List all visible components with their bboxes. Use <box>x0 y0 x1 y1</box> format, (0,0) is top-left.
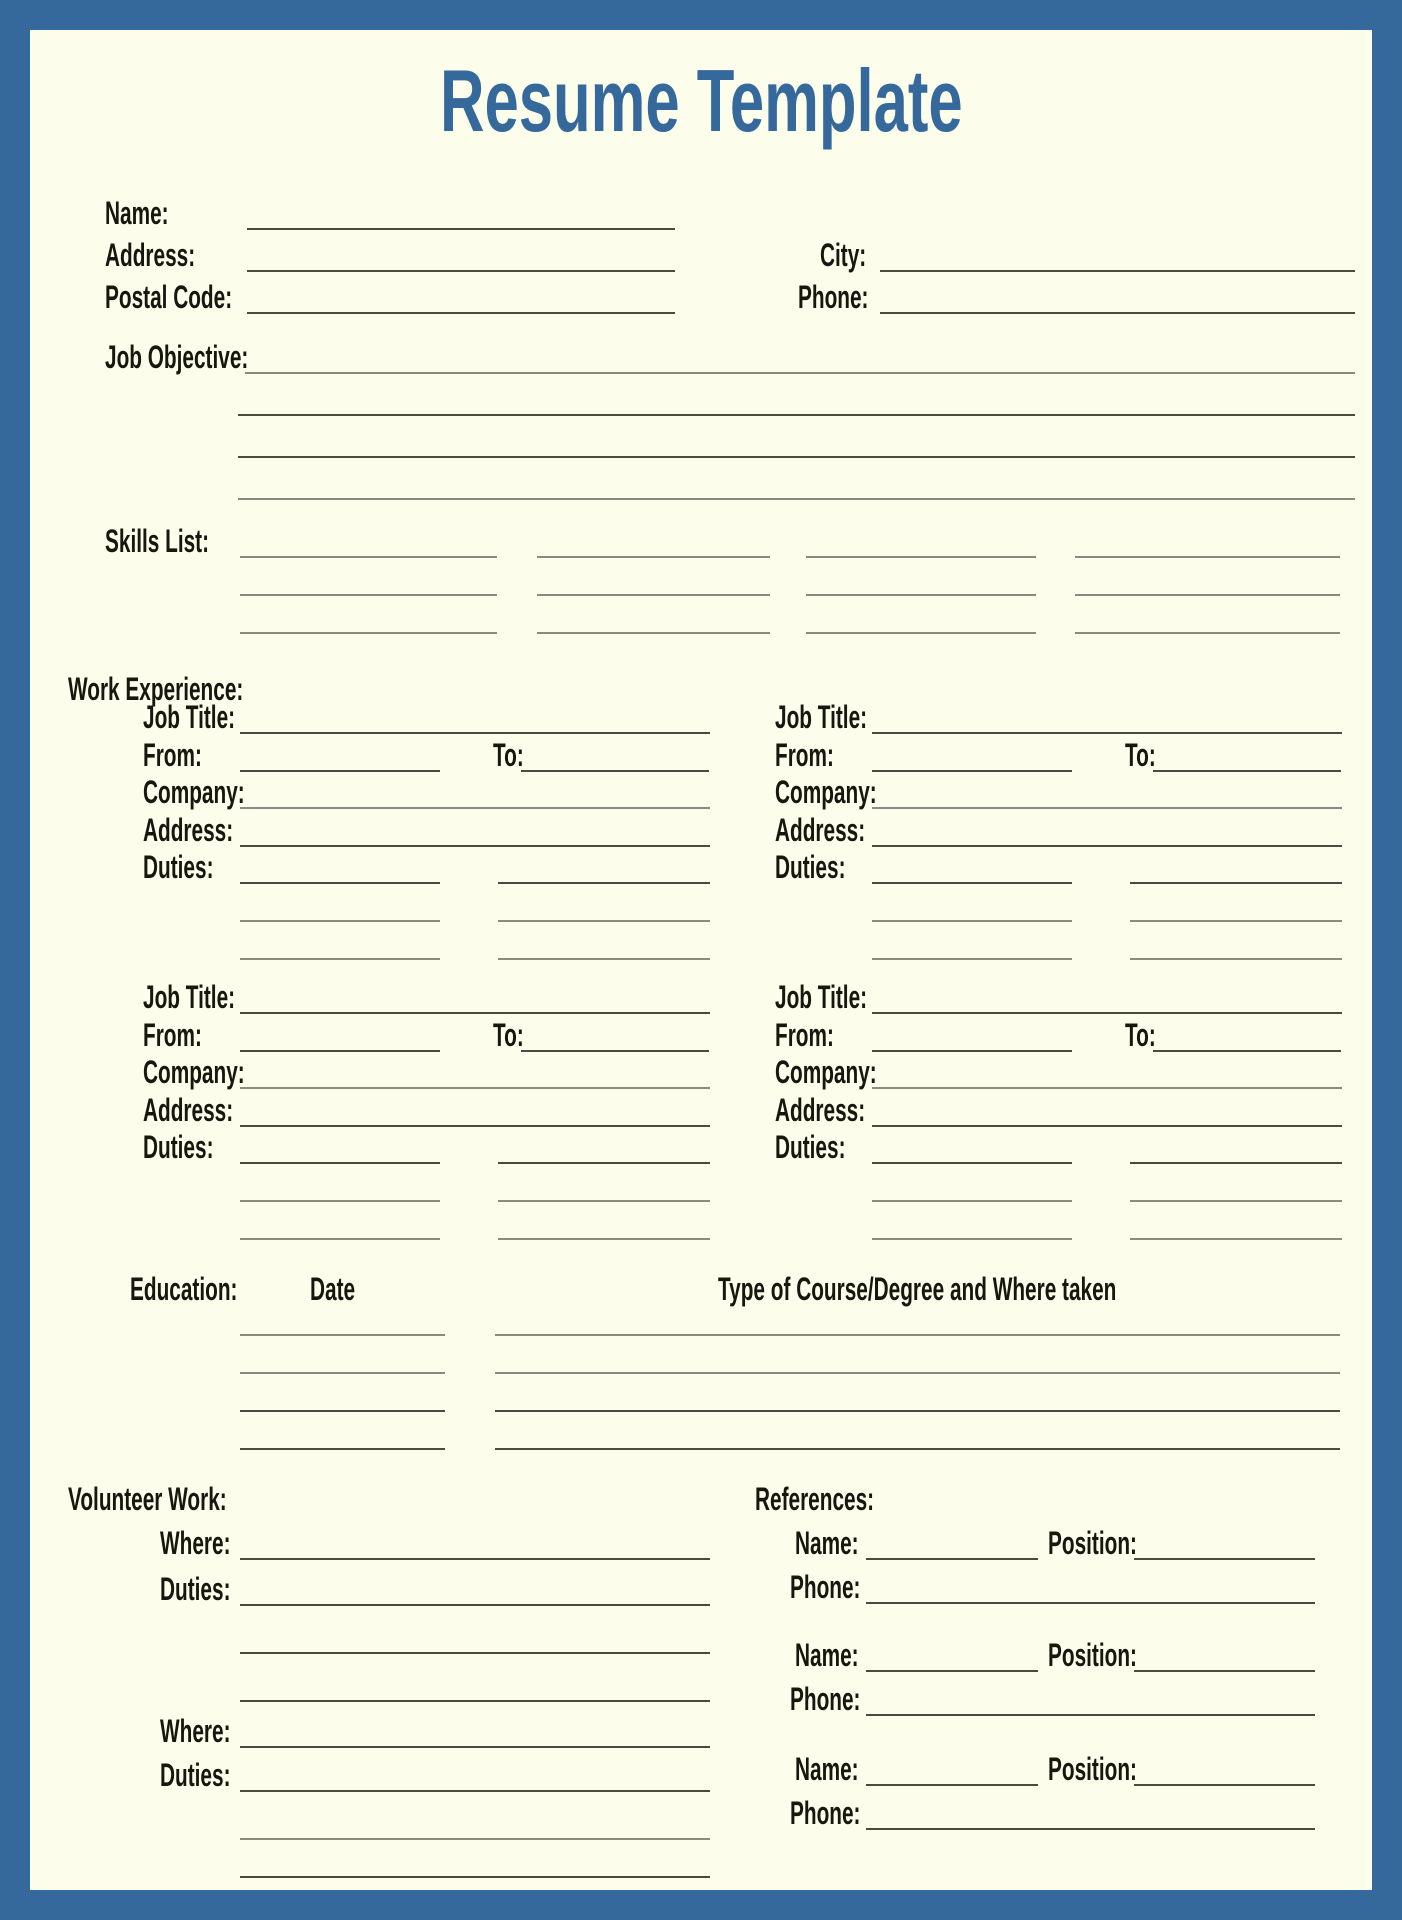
duties-line <box>498 882 710 884</box>
skills-line <box>240 594 497 596</box>
from-line <box>240 770 440 772</box>
from-label: From: <box>775 737 834 773</box>
address-line <box>240 1125 710 1127</box>
company-line <box>240 1087 710 1089</box>
education-date-line <box>240 1448 445 1450</box>
volunteer-duties-line <box>240 1790 710 1792</box>
to-line <box>521 770 709 772</box>
duties-label: Duties: <box>143 849 214 885</box>
education-date-line <box>240 1410 445 1412</box>
job-title-line <box>240 732 710 734</box>
skills-line <box>240 632 497 634</box>
duties-line <box>872 958 1072 960</box>
duties-line <box>498 1162 710 1164</box>
company-label: Company: <box>143 1054 245 1090</box>
job-entry-2 <box>775 700 1395 970</box>
reference-position-label: Position: <box>1048 1751 1137 1787</box>
to-label: To: <box>493 1017 524 1053</box>
education-course-line <box>495 1448 1340 1450</box>
name-line <box>247 228 675 230</box>
volunteer-duties-label: Duties: <box>160 1757 231 1793</box>
phone-label: Phone: <box>798 279 869 315</box>
volunteer-duties-label: Duties: <box>160 1571 231 1607</box>
volunteer-where-line <box>240 1558 710 1560</box>
education-date-line <box>240 1372 445 1374</box>
skills-line <box>537 594 770 596</box>
skills-list-label: Skills List: <box>105 523 210 559</box>
reference-phone-label: Phone: <box>790 1569 861 1605</box>
to-line <box>1153 770 1341 772</box>
volunteer-where-label: Where: <box>160 1525 231 1561</box>
education-course-line <box>495 1334 1340 1336</box>
company-label: Company: <box>775 774 877 810</box>
address-line <box>247 270 675 272</box>
reference-position-line <box>1134 1670 1315 1672</box>
address-label: Address: <box>105 237 196 273</box>
duties-line <box>1130 882 1342 884</box>
company-line <box>872 807 1342 809</box>
duties-line <box>872 1200 1072 1202</box>
job-title-line <box>872 1012 1342 1014</box>
duties-line <box>872 1162 1072 1164</box>
address-line <box>872 845 1342 847</box>
skills-line <box>1075 556 1340 558</box>
duties-line <box>872 1238 1072 1240</box>
volunteer-duties-line <box>240 1838 710 1840</box>
reference-phone-label: Phone: <box>790 1795 861 1831</box>
from-line <box>872 1050 1072 1052</box>
volunteer-where-label: Where: <box>160 1713 231 1749</box>
reference-position-label: Position: <box>1048 1637 1137 1673</box>
reference-name-label: Name: <box>795 1751 859 1787</box>
duties-line <box>1130 958 1342 960</box>
education-course-header: Type of Course/Degree and Where taken <box>718 1271 1117 1307</box>
duties-line <box>1130 1162 1342 1164</box>
volunteer-duties-line <box>240 1876 710 1878</box>
reference-name-line <box>866 1670 1038 1672</box>
job-title-label: Job Title: <box>143 979 236 1015</box>
address-label: Address: <box>775 1092 866 1128</box>
address-label: Address: <box>775 812 866 848</box>
job-objective-line <box>238 498 1355 500</box>
volunteer-duties-line <box>240 1700 710 1702</box>
duties-line <box>240 882 440 884</box>
skills-line <box>806 632 1036 634</box>
volunteer-duties-line <box>240 1652 710 1654</box>
address-label: Address: <box>143 812 234 848</box>
duties-line <box>498 1238 710 1240</box>
reference-phone-label: Phone: <box>790 1681 861 1717</box>
duties-line <box>1130 1238 1342 1240</box>
job-title-label: Job Title: <box>143 699 236 735</box>
reference-phone-line <box>866 1714 1315 1716</box>
duties-line <box>498 958 710 960</box>
duties-label: Duties: <box>775 1129 846 1165</box>
duties-label: Duties: <box>143 1129 214 1165</box>
job-objective-label: Job Objective: <box>105 339 249 375</box>
reference-name-label: Name: <box>795 1637 859 1673</box>
company-line <box>872 1087 1342 1089</box>
job-entry-4 <box>775 980 1395 1250</box>
skills-line <box>1075 632 1340 634</box>
address-line <box>872 1125 1342 1127</box>
job-entry-1 <box>143 700 763 970</box>
job-objective-line <box>238 414 1355 416</box>
skills-line <box>537 556 770 558</box>
skills-line <box>537 632 770 634</box>
from-label: From: <box>775 1017 834 1053</box>
duties-line <box>498 920 710 922</box>
duties-line <box>498 1200 710 1202</box>
skills-line <box>240 556 497 558</box>
reference-position-line <box>1134 1784 1315 1786</box>
reference-name-line <box>866 1558 1038 1560</box>
duties-line <box>240 1238 440 1240</box>
to-line <box>521 1050 709 1052</box>
reference-name-line <box>866 1784 1038 1786</box>
from-line <box>240 1050 440 1052</box>
postal-code-label: Postal Code: <box>105 279 233 315</box>
reference-name-label: Name: <box>795 1525 859 1561</box>
duties-label: Duties: <box>775 849 846 885</box>
page-title-text: Resume Template <box>439 51 963 150</box>
skills-line <box>806 556 1036 558</box>
from-line <box>872 770 1072 772</box>
education-date-header: Date <box>310 1271 356 1307</box>
to-label: To: <box>1125 1017 1156 1053</box>
reference-phone-line <box>866 1828 1315 1830</box>
city-line <box>880 270 1355 272</box>
volunteer-duties-line <box>240 1604 710 1606</box>
reference-position-label: Position: <box>1048 1525 1137 1561</box>
education-course-line <box>495 1372 1340 1374</box>
duties-line <box>240 1162 440 1164</box>
duties-line <box>872 920 1072 922</box>
to-label: To: <box>1125 737 1156 773</box>
references-header: References: <box>755 1481 875 1517</box>
job-entry-3 <box>143 980 763 1250</box>
phone-line <box>880 312 1355 314</box>
company-line <box>240 807 710 809</box>
skills-line <box>806 594 1036 596</box>
company-label: Company: <box>775 1054 877 1090</box>
reference-phone-line <box>866 1602 1315 1604</box>
education-date-line <box>240 1334 445 1336</box>
duties-line <box>1130 1200 1342 1202</box>
duties-line <box>240 1200 440 1202</box>
job-title-label: Job Title: <box>775 979 868 1015</box>
name-label: Name: <box>105 195 169 231</box>
education-label: Education: <box>130 1271 238 1307</box>
page-title <box>0 50 1402 152</box>
postal-code-line <box>247 312 675 314</box>
volunteer-work-header: Volunteer Work: <box>68 1481 227 1517</box>
duties-line <box>240 920 440 922</box>
job-title-line <box>872 732 1342 734</box>
education-course-line <box>495 1410 1340 1412</box>
address-line <box>240 845 710 847</box>
skills-line <box>1075 594 1340 596</box>
duties-line <box>1130 920 1342 922</box>
from-label: From: <box>143 1017 202 1053</box>
volunteer-where-line <box>240 1746 710 1748</box>
from-label: From: <box>143 737 202 773</box>
work-experience-header: Work Experience: <box>68 671 244 707</box>
reference-position-line <box>1134 1558 1315 1560</box>
city-label: City: <box>820 237 867 273</box>
job-title-label: Job Title: <box>775 699 868 735</box>
duties-line <box>240 958 440 960</box>
to-label: To: <box>493 737 524 773</box>
address-label: Address: <box>143 1092 234 1128</box>
job-objective-line <box>245 372 1355 374</box>
to-line <box>1153 1050 1341 1052</box>
job-objective-line <box>238 456 1355 458</box>
job-title-line <box>240 1012 710 1014</box>
duties-line <box>872 882 1072 884</box>
company-label: Company: <box>143 774 245 810</box>
